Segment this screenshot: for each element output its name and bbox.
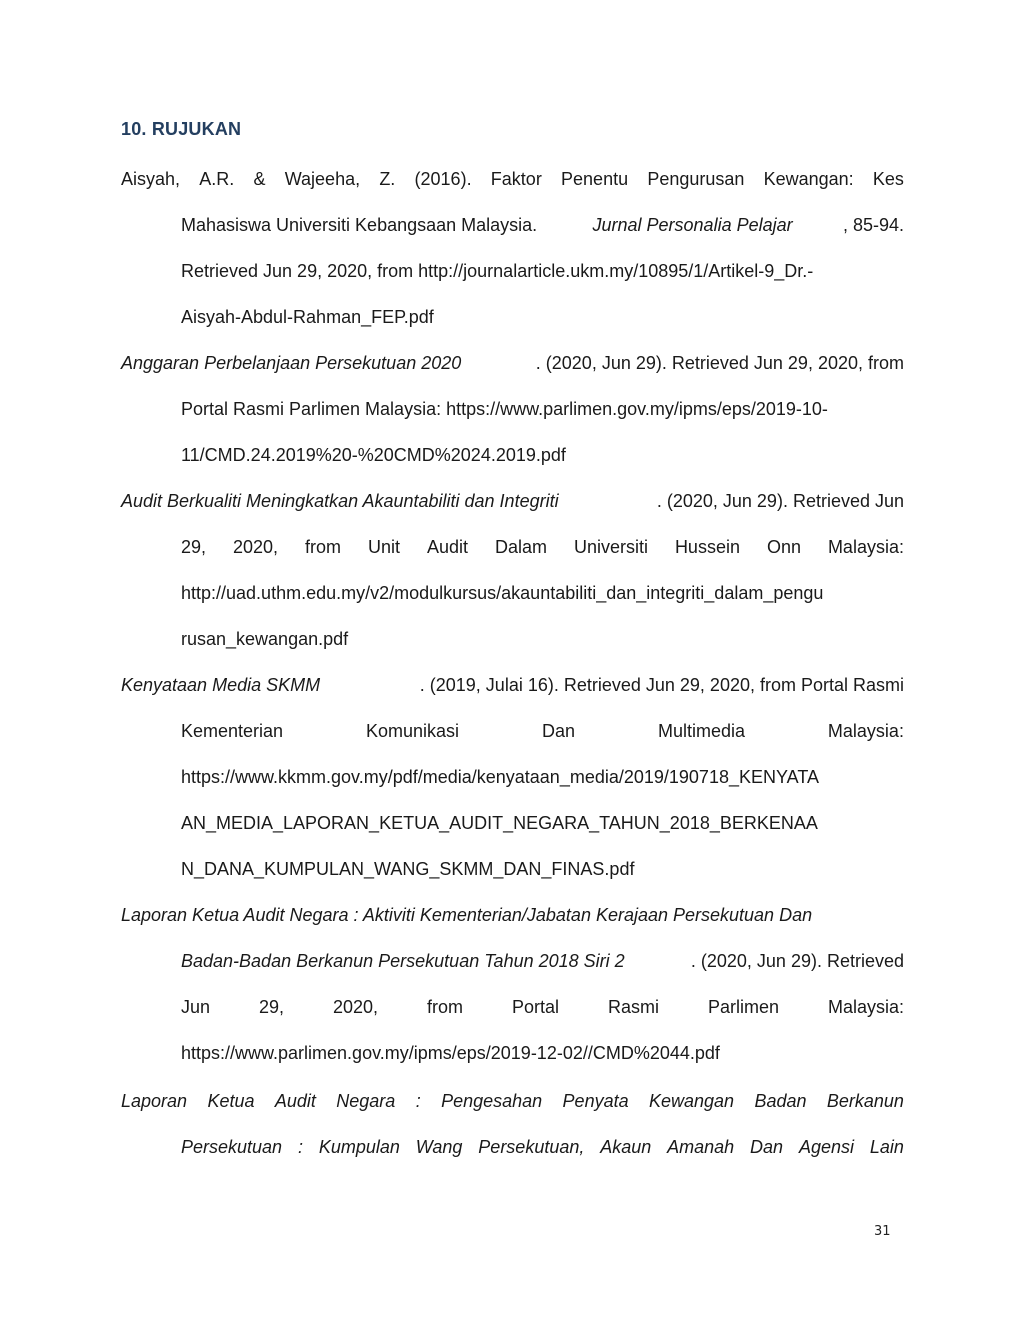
reference-text: Audit <box>426 537 468 557</box>
reference-1-line-3 <box>181 260 904 282</box>
reference-text: 2020, <box>233 537 279 557</box>
reference-text: Laporan Ketua Audit Negara : Aktiviti Kementerian/Jabatan Kerajaan Persekutuan Dan <box>121 905 813 925</box>
reference-text: Kenyataan Media SKMM <box>121 675 321 695</box>
reference-text: Kumpulan <box>318 1137 400 1157</box>
reference-text: Audit Berkualiti Meningkatkan Akauntabiliti dan Integriti <box>121 491 559 511</box>
reference-text: from <box>305 537 342 557</box>
reference-text: Aisyah-Abdul-Rahman_FEP.pdf <box>181 307 434 327</box>
reference-2-line-3 <box>181 444 904 466</box>
reference-text: Rasmi <box>607 997 659 1017</box>
reference-text: Badan-Badan Berkanun Persekutuan Tahun 2018 Siri 2 <box>181 951 625 971</box>
reference-text: Negara <box>336 1091 396 1111</box>
reference-text: rusan_kewangan.pdf <box>181 629 349 649</box>
reference-text: 29, <box>259 997 285 1017</box>
section-heading: 10. RUJUKAN <box>121 119 242 139</box>
reference-text: . (2020, Jun 29). Retrieved Jun <box>656 491 904 511</box>
reference-text: Pengurusan <box>647 169 745 189</box>
reference-6-line-2 <box>181 1136 904 1158</box>
reference-text: 11/CMD.24.2019%20-%20CMD%2024.2019.pdf <box>181 445 566 465</box>
reference-text: Kes <box>872 169 904 189</box>
reference-4-line-3 <box>181 766 904 788</box>
reference-text: Parlimen <box>707 997 779 1017</box>
reference-text: A.R. <box>199 169 235 189</box>
reference-text: Dan <box>750 1137 784 1157</box>
reference-text: & <box>253 169 266 189</box>
reference-text: : <box>297 1137 303 1157</box>
reference-1-line-4 <box>181 306 904 328</box>
reference-text: Pengesahan <box>441 1091 543 1111</box>
reference-5-line-4 <box>181 1042 904 1064</box>
reference-text: Malaysia: <box>827 537 904 557</box>
reference-text: Audit <box>274 1091 316 1111</box>
reference-text: . (2020, Jun 29). Retrieved <box>690 951 904 971</box>
reference-text: . (2019, Julai 16). Retrieved Jun 29, 2020, from Portal Rasmi <box>419 675 904 695</box>
reference-text: Lain <box>869 1137 904 1157</box>
reference-text: Kementerian <box>181 721 284 741</box>
reference-text: https://www.kkmm.gov.my/pdf/media/kenyataan_media/2019/190718_KENYATA <box>181 767 819 787</box>
reference-text: (2016). <box>414 169 472 189</box>
reference-text: Mahasiswa Universiti Kebangsaan Malaysia. <box>181 215 543 235</box>
reference-text: Persekutuan <box>181 1137 283 1157</box>
reference-text: Hussein <box>674 537 740 557</box>
reference-2-line-2 <box>181 398 904 420</box>
reference-text: Akaun <box>600 1137 652 1157</box>
reference-4-line-2 <box>181 720 904 742</box>
reference-text: Komunikasi <box>366 721 460 741</box>
reference-1-line-1 <box>121 168 904 190</box>
reference-text: Aisyah, <box>121 169 181 189</box>
reference-text: Berkanun <box>826 1091 904 1111</box>
reference-text: Amanah <box>667 1137 735 1157</box>
reference-3-line-3 <box>181 582 904 604</box>
reference-text: Multimedia <box>657 721 745 741</box>
reference-text: Anggaran Perbelanjaan Persekutuan 2020 <box>121 353 462 373</box>
reference-text: N_DANA_KUMPULAN_WANG_SKMM_DAN_FINAS.pdf <box>181 859 635 879</box>
reference-text: . (2020, Jun 29). Retrieved Jun 29, 2020, from <box>535 353 904 373</box>
reference-5-line-1 <box>121 904 904 926</box>
reference-1-line-2 <box>181 214 904 236</box>
reference-text: Universiti <box>573 537 648 557</box>
reference-text: http://uad.uthm.edu.my/v2/modulkursus/akauntabiliti_dan_integriti_dalam_pengu <box>181 583 824 603</box>
reference-text: Wajeeha, <box>284 169 361 189</box>
reference-text: Portal Rasmi Parlimen Malaysia: https://www.parlimen.gov.my/ipms/eps/2019-10- <box>181 399 828 419</box>
reference-text: 2020, <box>333 997 379 1017</box>
reference-text: Agensi <box>798 1137 854 1157</box>
reference-text: AN_MEDIA_LAPORAN_KETUA_AUDIT_NEGARA_TAHUN_2018_BERKENAA <box>181 813 818 833</box>
reference-text: Ketua <box>207 1091 255 1111</box>
reference-text: Retrieved Jun 29, 2020, from http://journalarticle.ukm.my/10895/1/Artikel-9_Dr.- <box>181 261 814 281</box>
reference-5-line-2 <box>181 950 904 972</box>
reference-4-line-1 <box>121 674 904 696</box>
reference-text: Jurnal Personalia Pelajar <box>592 215 793 235</box>
reference-text: Laporan <box>121 1091 188 1111</box>
reference-text: 29, <box>181 537 207 557</box>
reference-text: Dan <box>541 721 576 741</box>
reference-text: Badan <box>754 1091 807 1111</box>
reference-text: Unit <box>367 537 400 557</box>
reference-3-line-1 <box>121 490 904 512</box>
reference-text: Faktor <box>490 169 542 189</box>
reference-5-line-3 <box>181 996 904 1018</box>
reference-text: Persekutuan, <box>478 1137 585 1157</box>
reference-text: from <box>427 997 464 1017</box>
reference-text: Wang <box>415 1137 463 1157</box>
reference-4-line-5 <box>181 858 904 880</box>
reference-text: Onn <box>766 537 801 557</box>
reference-text: Kewangan: <box>763 169 854 189</box>
reference-4-line-4 <box>181 812 904 834</box>
reference-text: , 85-94. <box>842 215 904 235</box>
reference-2-line-1 <box>121 352 904 374</box>
reference-text: Dalam <box>494 537 547 557</box>
reference-text: Malaysia: <box>827 997 904 1017</box>
reference-text: Portal <box>511 997 560 1017</box>
reference-6-line-1 <box>121 1090 904 1112</box>
reference-text: Jun <box>181 997 211 1017</box>
page-number: 31 <box>874 1224 891 1239</box>
reference-text: Malaysia: <box>827 721 904 741</box>
reference-3-line-4 <box>181 628 904 650</box>
reference-text: : <box>415 1091 421 1111</box>
reference-text: Z. <box>379 169 396 189</box>
reference-text: Kewangan <box>648 1091 735 1111</box>
reference-text: Penyata <box>562 1091 629 1111</box>
reference-3-line-2 <box>181 536 904 558</box>
reference-text: Penentu <box>561 169 629 189</box>
reference-text: https://www.parlimen.gov.my/ipms/eps/2019-12-02//CMD%2044.pdf <box>181 1043 720 1063</box>
